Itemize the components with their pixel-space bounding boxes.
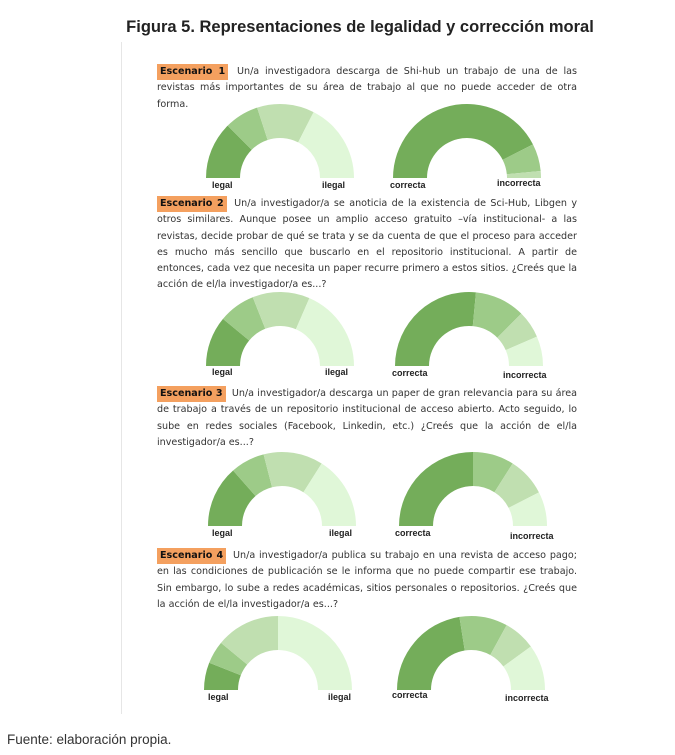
gauge-3-legal-right-label: ilegal [329,528,353,538]
scenario-1-description: Un/a investigadora descarga de Shi-hub un trabajo de una de las revistas más importantes de su área de trabajo al que no puede acceder de otra forma. [157,66,577,110]
gauge-1-legal-left-label: legal [212,180,233,190]
gauge-3-moral-left-label: correcta [395,528,431,538]
scenario-4-tag: Escenario 4 [157,548,226,564]
gauge-3-legal-left-label: legal [212,528,233,538]
gauge-4-moral [391,612,551,692]
gauge-4-legal-left-label: legal [208,692,229,702]
gauge-2-legal [200,288,360,368]
gauge-segment [278,616,352,690]
figure-title: Figura 5. Representaciones de legalidad y corrección moral [126,18,594,36]
gauge-3-legal [202,448,362,528]
gauge-2-moral-right-label: incorrecta [503,370,547,380]
gauge-1-moral [387,100,547,180]
gauge-2-legal-left-label: legal [212,367,233,377]
gauge-4-legal-right-label: ilegal [328,692,352,702]
gauge-1-moral-right-label: incorrecta [497,178,541,188]
gauge-4-moral-left-label: correcta [392,690,428,700]
gauge-3-moral-right-label: incorrecta [510,531,554,541]
scenario-3-tag: Escenario 3 [157,386,226,402]
gauge-segment [399,452,473,526]
divider-line [121,42,122,714]
gauge-segment [397,617,465,690]
gauge-2-moral-left-label: correcta [392,368,428,378]
gauge-1-legal-right-label: ilegal [322,180,346,190]
scenario-2-text [157,196,577,294]
scenario-4-description: Un/a investigador/a publica su trabajo en una revista de acceso pago; en las condiciones de publicación se le informa que no puede compartir ese trabajo. Sin embargo, lo sube a redes académicas, sitios personales o repositorios. ¿Creés que la acción de el/la investigador/a es...? [157,550,577,610]
gauge-2-moral [389,288,549,368]
scenario-1-tag: Escenario 1 [157,64,228,80]
gauge-1-moral-left-label: correcta [390,180,426,190]
gauge-1-legal [200,100,360,180]
scenario-2-description: Un/a investigador/a se anoticia de la existencia de Sci-Hub, Libgen y otros similares. Aunque posee un amplio acceso gratuito –vía institucional- a las revistas, decide probar de qué se trata y se da cuenta de que el proceso para acceder es mucho más sencillo que buscarlo en el repositorio institucional. A partir de entonces, cada vez que necesita un paper recurre primero a estos sitios. ¿Creés que la acción de el/la investigador/a es...? [157,198,577,291]
gauge-4-legal [198,612,358,692]
gauge-4-moral-right-label: incorrecta [505,693,549,703]
gauge-3-moral [393,448,553,528]
scenario-3-description: Un/a investigador/a descarga un paper de gran relevancia para su área de trabajo a través de un repositorio institucional de acceso abierto. Acto seguido, lo sube en redes sociales (Facebook, Linkedin, etc.) ¿Creés que la acción de el/la investigador/a es...? [157,388,577,448]
gauge-segment [395,292,476,366]
figure-source: Fuente: elaboración propia. [7,732,172,747]
scenario-4-text [157,548,577,613]
scenario-3-text [157,386,577,451]
gauge-2-legal-right-label: ilegal [325,367,349,377]
scenario-2-tag: Escenario 2 [157,196,227,212]
